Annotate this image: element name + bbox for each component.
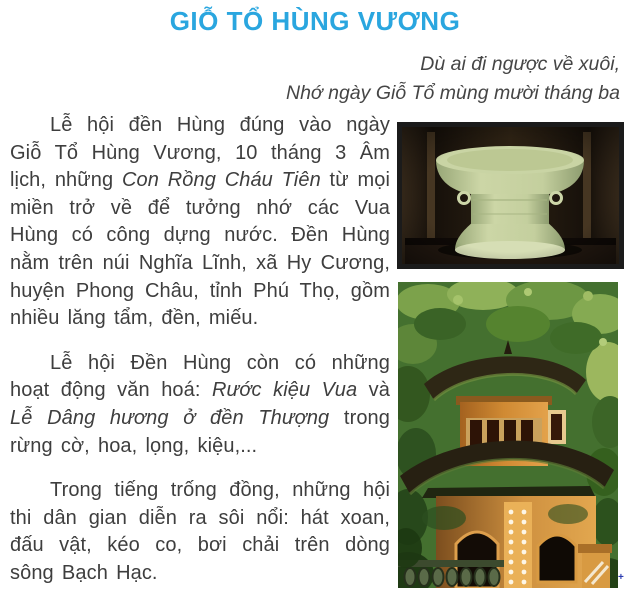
bronze-drum-illustration [397,122,624,269]
hung-temple-illustration [398,282,618,588]
bronze-drum-photo [397,122,624,269]
paragraph-3: Trong tiếng trống đồng, những hội thi dân gian diễn ra sôi nổi: hát xoan, đấu vật, kéo co, bơi chải trên dòng sông Bạch Hạc. [10,479,390,584]
verse [0,50,620,108]
article-body [10,112,390,605]
paragraph-1: Lễ hội đền Hùng đúng vào ngày Giỗ Tổ Hùng Vương, 10 tháng 3 Âm lịch, những Con Rồng Cháu Tiên từ mọi miền trở về để tưởng nhớ các Vua Hùng có công dựng nước. Đền Hùng nằm trên núi Nghĩa Lĩnh, xã Hy Cương, huyện Phong Châu, tỉnh Phú Thọ, gồm nhiều lăng tẩm, đền, miếu. [10,114,390,330]
hung-temple-photo [398,282,618,588]
paragraph-2: Lễ hội Đền Hùng còn có những hoạt động văn hoá: Rước kiệu Vua và Lễ Dâng hương ở đền Thượng trong rừng cờ, hoa, lọng, kiệu,... [10,351,391,457]
verse-line-2: Nhớ ngày Giỗ Tổ mùng mười tháng ba [285,82,620,104]
page-title: GIỖ TỔ HÙNG VƯƠNG [169,6,461,36]
stray-plus-mark: + [618,572,624,583]
verse-line-1: Dù ai đi ngược về xuôi, [420,53,620,75]
